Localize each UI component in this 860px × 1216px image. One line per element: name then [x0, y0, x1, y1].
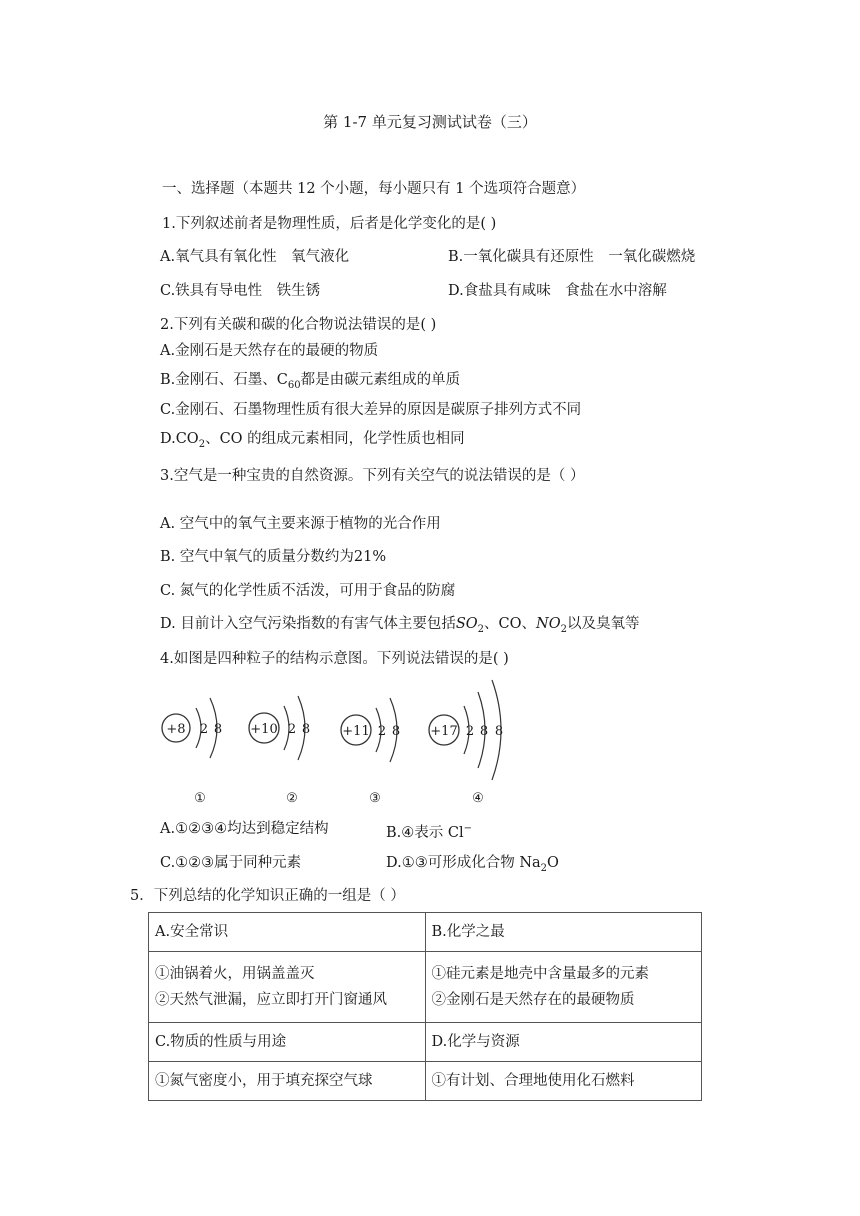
q5-table	[148, 912, 702, 1101]
table-b-item-2: ②金刚石是天然存在的最硬物质	[431, 992, 635, 1008]
atom-4-nucleus: +17	[430, 724, 458, 739]
atom-structure-diagrams	[150, 676, 570, 812]
q2-option-b-sub: 60	[287, 379, 301, 391]
atom-4-shell-3: 8	[494, 724, 504, 739]
table-row	[149, 952, 702, 1023]
table-a-item-2: ②天然气泄漏，应立即打开门窗通风	[155, 992, 387, 1008]
no2-formula: NO	[536, 616, 561, 632]
q1-option-d: D.食盐具有咸味 食盐在水中溶解	[448, 283, 667, 299]
table-cell-b	[425, 952, 702, 1023]
q5-stem: 5．下列总结的化学知识正确的一组是（ ）	[130, 888, 405, 904]
atom-2-shell-1: 2	[287, 722, 297, 737]
q2-option-b-post: 都是由碳元素组成的单质	[300, 372, 461, 388]
table-d-item-1: ①有计划、合理地使用化石燃料	[425, 1062, 702, 1101]
table-head-c: C.物质的性质与用途	[149, 1023, 426, 1062]
so2-sub: 2	[477, 623, 485, 635]
atom-4-label: ④	[472, 791, 484, 806]
table-row	[149, 1062, 702, 1101]
q3-option-d-pre: D. 目前计入空气污染指数的有害气体主要包括	[160, 616, 456, 632]
table-head-d: D.化学与资源	[425, 1023, 702, 1062]
atom-3-shell-2: 8	[391, 724, 401, 739]
q1-option-c: C.铁具有导电性 铁生锈	[160, 283, 321, 299]
atom-3-shell-1: 2	[377, 724, 387, 739]
atom-2-label: ②	[286, 791, 298, 806]
q2-option-c: C.金刚石、石墨物理性质有很大差异的原因是碳原子排列方式不同	[160, 402, 582, 418]
table-row	[149, 1023, 702, 1062]
atom-1-shell-2: 8	[213, 722, 223, 737]
table-b-item-1: ①硅元素是地壳中含量最多的元素	[431, 966, 649, 982]
q2-option-d-sub: 2	[198, 438, 206, 450]
q2-option-b	[160, 370, 460, 396]
q1-stem: 1.下列叙述前者是物理性质，后者是化学变化的是( )	[162, 216, 497, 232]
q4-option-c: C.①②③属于同种元素	[160, 855, 302, 871]
q2-option-a: A.金刚石是天然存在的最硬的物质	[160, 343, 379, 359]
section-heading: 一、选择题（本题共 12 个小题，每小题只有 1 个选项符合题意）	[162, 181, 586, 197]
table-a-item-1: ①油锅着火，用锅盖盖灭	[155, 966, 315, 982]
atom-4-shell-2: 8	[479, 724, 489, 739]
q4-option-d-sub: 2	[540, 862, 548, 874]
table-head-a: A.安全常识	[149, 913, 426, 952]
q1-option-b: B.一氧化碳具有还原性 一氧化碳燃烧	[448, 249, 696, 265]
atom-4-shell-1: 2	[465, 724, 475, 739]
q2-option-d-post: 、CO 的组成元素相同，化学性质也相同	[205, 431, 465, 447]
q4-option-d-post: O	[547, 855, 559, 871]
q3-option-b: B. 空气中氧气的质量分数约为21%	[160, 549, 387, 565]
table-row	[149, 913, 702, 952]
q3-option-d	[160, 614, 639, 640]
q2-option-d-pre: D.CO	[160, 431, 199, 447]
no2-sub: 2	[560, 623, 567, 635]
atom-4	[429, 680, 503, 806]
q3-option-c: C. 氮气的化学性质不活泼，可用于食品的防腐	[160, 583, 456, 599]
q4-option-b-pre: B.④表示 Cl	[386, 824, 464, 841]
q2-option-b-pre: B.金刚石、石墨、C	[160, 372, 288, 388]
q2-option-d	[160, 429, 465, 455]
q4-option-b-sup: −	[463, 823, 472, 834]
q4-option-b	[386, 819, 472, 843]
q2-stem: 2.下列有关碳和碳的化合物说法错误的是( )	[160, 317, 437, 333]
q3-stem: 3.空气是一种宝贵的自然资源。下列有关空气的说法错误的是（ ）	[160, 468, 585, 484]
atom-2	[249, 696, 310, 806]
q3-option-d-post: 以及臭氧等	[566, 616, 640, 632]
q3-option-a: A. 空气中的氧气主要来源于植物的光合作用	[160, 516, 441, 532]
table-cell-a	[149, 952, 426, 1023]
table-head-b: B.化学之最	[425, 913, 702, 952]
q4-stem: 4.如图是四种粒子的结构示意图。下列说法错误的是( )	[160, 651, 509, 667]
atom-2-nucleus: +10	[250, 722, 278, 737]
atom-1-nucleus: +8	[166, 722, 186, 737]
q3-option-d-mid: 、CO、	[484, 616, 537, 632]
atom-3-nucleus: +11	[342, 724, 370, 739]
atom-1-label: ①	[194, 791, 206, 806]
atom-1-shell-1: 2	[199, 722, 209, 737]
q1-option-a: A.氧气具有氧化性 氧气液化	[160, 249, 350, 265]
q4-option-d-pre: D.①③可形成化合物 Na	[386, 855, 541, 871]
document-title: 第 1-7 单元复习测试试卷（三）	[323, 113, 537, 131]
q4-option-a: A.①②③④均达到稳定结构	[160, 821, 329, 837]
so2-formula: SO	[455, 616, 478, 632]
atom-2-shell-2: 8	[301, 722, 311, 737]
table-c-item-1: ①氮气密度小，用于填充探空气球	[149, 1062, 426, 1101]
atom-3	[341, 698, 400, 806]
q4-option-d	[386, 853, 559, 879]
atom-3-label: ③	[369, 791, 381, 806]
atom-1	[162, 698, 222, 806]
